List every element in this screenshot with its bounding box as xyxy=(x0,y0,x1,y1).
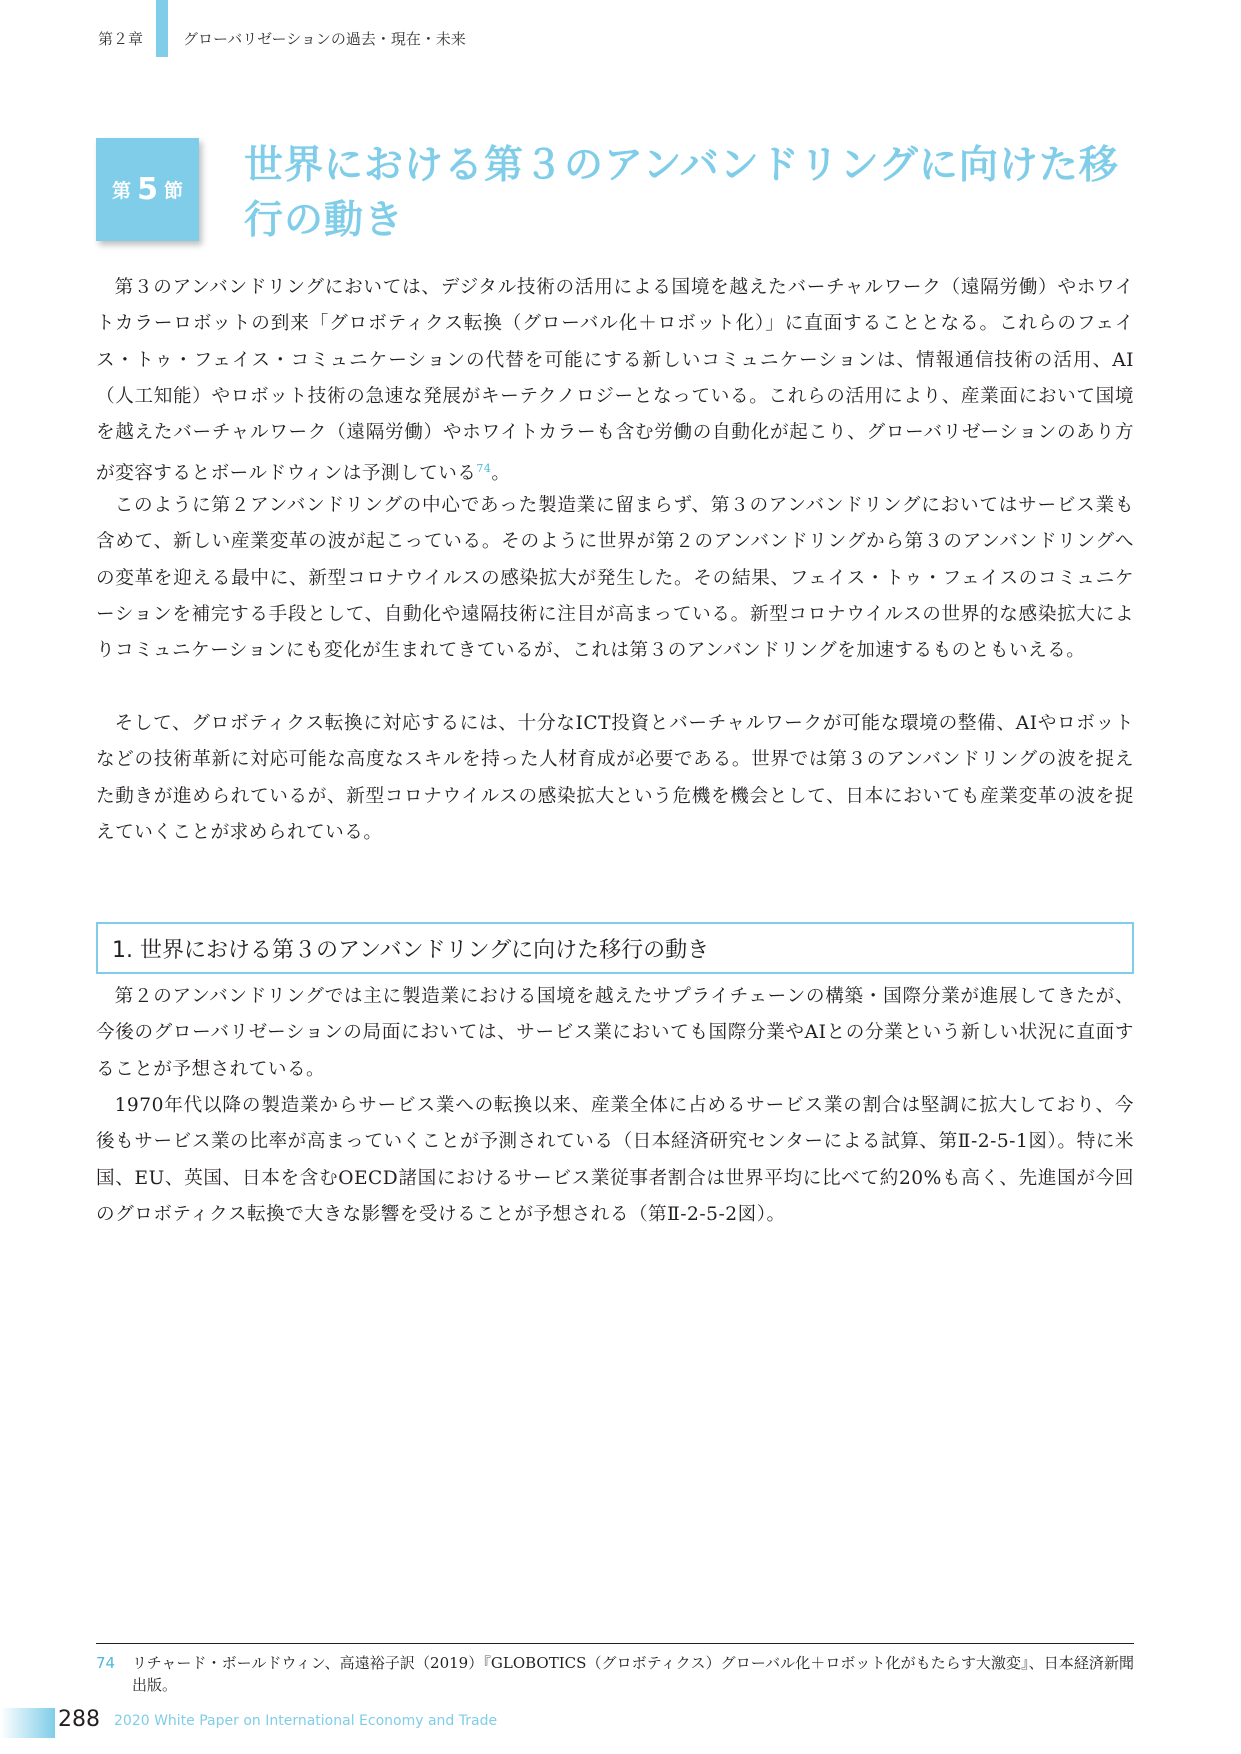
section-badge-number: 5 xyxy=(137,172,158,207)
body-paragraph-1 xyxy=(96,270,1134,493)
subsection-heading xyxy=(96,922,1134,974)
header-accent-bar xyxy=(156,0,168,57)
section-title: 世界における第３のアンバンドリングに向けた移行の動き xyxy=(244,142,1119,243)
sub-paragraph-2: 1970年代以降の製造業からサービス業への転換以来、産業全体に占めるサービス業の割合は堅調に拡大しており、今後もサービス業の比率が高まっていくことが予測されている（日本経済研究センターによる試算、第Ⅱ-2-5-1図）。特に米国、EU、英国、日本を含むOECD諸国におけるサービス業従事者割合は世界平均に比べて約20%も高く、先進国が今回のグロボティクス転換で大きな影響を受けることが予想される（第Ⅱ-2-5-2図）。 xyxy=(96,1095,1134,1225)
subsection-title: 1. 世界における第３のアンバンドリングに向けた移行の動き xyxy=(112,937,710,963)
page-number: 288 xyxy=(58,1707,100,1732)
chapter-title: グローバリゼーションの過去・現在・未来 xyxy=(183,30,466,48)
footnote-number: 74 xyxy=(96,1654,116,1672)
section-badge-prefix: 第 xyxy=(112,180,132,202)
footnote-divider xyxy=(96,1643,1134,1644)
chapter-label: 第２章 xyxy=(98,30,144,48)
body-paragraph-1-text: 第３のアンバンドリングにおいては、デジタル技術の活用による国境を越えたバーチャルワーク（遠隔労働）やホワイトカラーロボットの到来「グロボティクス転換（グローバル化＋ロボット化）」に直面することとなる。これらのフェイス・トゥ・フェイス・コミュニケーションの代替を可能にする新しいコミュニケーションは、情報通信技術の活用、AI（人工知能）やロボット技術の急速な発展がキーテクノロジーとなっている。これらの活用により、産業面において国境を越えたバーチャルワーク（遠隔労働）やホワイトカラーも含む労働の自動化が起こり、グローバリゼーションのあり方が変容するとボールドウィンは予測している xyxy=(96,277,1134,485)
body-paragraph-2: このように第２アンバンドリングの中心であった製造業に留まらず、第３のアンバンドリングにおいてはサービス業も含めて、新しい産業変革の波が起こっている。そのように世界が第２のアンバンドリングから第３のアンバンドリングへの変革を迎える最中に、新型コロナウイルスの感染拡大が発生した。その結果、フェイス・トゥ・フェイスのコミュニケーションを補完する手段として、自動化や遠隔技術に注目が高まっている。新型コロナウイルスの世界的な感染拡大によりコミュニケーションにも変化が生まれてきているが、これは第３のアンバンドリングを加速するものともいえる。 xyxy=(96,495,1134,662)
publication-title: 2020 White Paper on International Economy and Trade xyxy=(114,1713,498,1729)
footnote-text: リチャード・ボールドウィン、高遠裕子訳（2019）『GLOBOTICS（グロボティクス）グローバル化＋ロボット化がもたらす大激変』、日本経済新聞出版。 xyxy=(132,1654,1134,1694)
sub-paragraph-1: 第２のアンバンドリングでは主に製造業における国境を越えたサプライチェーンの構築・国際分業が進展してきたが、今後のグローバリゼーションの局面においては、サービス業においても国際分業やAIとの分業という新しい状況に直面することが予想されている。 xyxy=(96,986,1134,1080)
page-tab-decoration xyxy=(0,1708,55,1738)
section-badge-suffix: 節 xyxy=(163,180,183,202)
body-paragraph-1-tail: 。 xyxy=(491,463,511,485)
footnote-reference[interactable]: 74 xyxy=(476,462,492,476)
footnote xyxy=(96,1652,1134,1696)
body-paragraph-3: そして、グロボティクス転換に対応するには、十分なICT投資とバーチャルワークが可能な環境の整備、AIやロボットなどの技術革新に対応可能な高度なスキルを持った人材育成が必要である。世界では第３のアンバンドリングの波を捉えた動きが進められているが、新型コロナウイルスの感染拡大という危機を機会として、日本においても産業変革の波を捉えていくことが求められている。 xyxy=(96,713,1134,843)
section-badge xyxy=(96,138,199,241)
